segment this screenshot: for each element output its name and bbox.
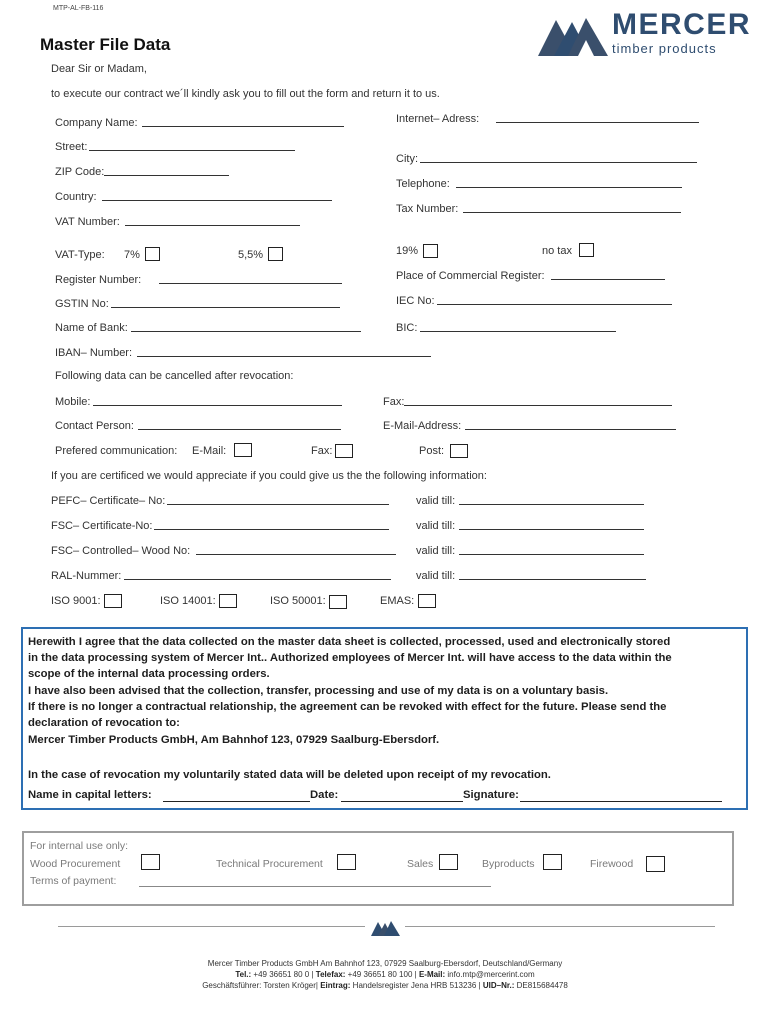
footer-email-label: E-Mail: <box>418 970 446 979</box>
sales-checkbox[interactable] <box>439 854 458 870</box>
technical-procurement-label: Technical Procurement <box>216 858 323 870</box>
fsc-cw-valid-field[interactable] <box>459 554 644 555</box>
ral-valid-label: valid till: <box>416 570 456 582</box>
byproducts-checkbox[interactable] <box>543 854 562 870</box>
sales-label: Sales <box>407 858 434 870</box>
vat-55-label: 5,5% <box>238 249 264 261</box>
date-label: Date: <box>310 789 339 801</box>
consent-line-6: declaration of revocation to: <box>28 717 180 729</box>
mobile-field[interactable] <box>93 405 342 406</box>
bic-label: BIC: <box>396 322 418 334</box>
footer-fax: +49 36651 80 100 <box>347 970 413 979</box>
firewood-checkbox[interactable] <box>646 856 665 872</box>
pref-fax-checkbox[interactable] <box>335 444 353 458</box>
consent-line-8: In the case of revocation my voluntarily stated data will be deleted upon receipt of my revocation. <box>28 769 551 781</box>
pref-post-checkbox[interactable] <box>450 444 468 458</box>
footer-tel: +49 36651 80 0 <box>253 970 310 979</box>
footer-legal: Geschäftsführer: Torsten Kröger| Eintrag: Handelsregister Jena HRB 513236 | UID–Nr.: DE815684478 <box>202 981 568 990</box>
country-field[interactable] <box>102 200 332 201</box>
street-label: Street: <box>55 141 88 153</box>
email-address-field[interactable] <box>465 429 676 430</box>
vat-55-checkbox[interactable] <box>268 247 283 261</box>
pefc-valid-field[interactable] <box>459 504 644 505</box>
certificates-intro: If you are certificed we would appreciate if you could give us the the following information: <box>51 470 487 482</box>
date-field[interactable] <box>341 801 463 802</box>
vat-number-field[interactable] <box>125 225 300 226</box>
register-number-label: Register Number: <box>55 274 142 286</box>
footer-entry-label: Eintrag: <box>320 981 351 990</box>
footer-uid: DE815684478 <box>516 981 568 990</box>
mercer-footer-icon <box>371 919 401 937</box>
signature-label: Signature: <box>463 789 519 801</box>
pref-email-checkbox[interactable] <box>234 443 252 457</box>
logo-wordmark: MERCER <box>612 8 752 41</box>
form-reference: MTP-AL-FB-116 <box>53 5 104 12</box>
telephone-field[interactable] <box>456 187 682 188</box>
city-field[interactable] <box>420 162 697 163</box>
greeting: Dear Sir or Madam, <box>51 63 147 75</box>
place-register-field[interactable] <box>551 279 665 280</box>
iso9001-checkbox[interactable] <box>104 594 122 608</box>
fsc-controlled-wood-label: FSC– Controlled– Wood No: <box>51 545 191 557</box>
fsc-cw-valid-label: valid till: <box>416 545 456 557</box>
internal-use-box <box>22 831 734 906</box>
city-label: City: <box>396 153 418 165</box>
terms-of-payment-label: Terms of payment: <box>30 875 117 887</box>
footer-entry: Handelsregister Jena HRB 513236 <box>352 981 477 990</box>
footer-ceo: Geschäftsführer: Torsten Kröger <box>202 981 316 990</box>
footer-tel-label: Tel.: <box>235 970 252 979</box>
bank-name-field[interactable] <box>131 331 361 332</box>
vat-none-checkbox[interactable] <box>579 243 594 257</box>
consent-box <box>21 627 748 810</box>
vat-7-checkbox[interactable] <box>145 247 160 261</box>
preferred-communication-label: Prefered communication: <box>55 445 178 457</box>
vat-19-checkbox[interactable] <box>423 244 438 258</box>
iban-field[interactable] <box>137 356 431 357</box>
consent-line-7: Mercer Timber Products GmbH, Am Bahnhof 123, 07929 Saalburg-Ebersdorf. <box>28 734 440 746</box>
iban-label: IBAN– Number: <box>55 347 133 359</box>
intro-request: to execute our contract we´ll kindly ask you to fill out the form and return it to us. <box>51 88 440 100</box>
contact-person-field[interactable] <box>138 429 341 430</box>
gstin-label: GSTIN No: <box>55 298 109 310</box>
fsc-valid-label: valid till: <box>416 520 456 532</box>
pefc-field[interactable] <box>167 504 389 505</box>
pref-email-label: E-Mail: <box>192 445 227 457</box>
mercer-mountain-icon <box>538 12 610 58</box>
footer-divider-right <box>405 926 715 927</box>
tax-number-field[interactable] <box>463 212 681 213</box>
internet-address-field[interactable] <box>496 122 699 123</box>
footer-divider-left <box>58 926 365 927</box>
fax-field[interactable] <box>404 405 672 406</box>
mercer-logo <box>538 8 752 58</box>
revocable-note: Following data can be cancelled after revocation: <box>55 370 294 382</box>
telephone-label: Telephone: <box>396 178 450 190</box>
logo-tagline: timber products <box>612 41 717 56</box>
contact-person-label: Contact Person: <box>55 420 134 432</box>
fsc-valid-field[interactable] <box>459 529 644 530</box>
technical-procurement-checkbox[interactable] <box>337 854 356 870</box>
wood-procurement-checkbox[interactable] <box>141 854 160 870</box>
vat-7-label: 7% <box>124 249 140 261</box>
name-capitals-label: Name in capital letters: <box>28 789 152 801</box>
consent-line-4: I have also been advised that the collection, transfer, processing and use of my data is on a voluntary basis. <box>28 685 609 697</box>
iso14001-label: ISO 14001: <box>160 595 216 607</box>
iec-field[interactable] <box>437 304 672 305</box>
consent-line-2: in the data processing system of Mercer Int.. Authorized employees of Mercer Int. will have access to the data within the <box>28 652 672 664</box>
vat-19-label: 19% <box>396 245 419 257</box>
byproducts-label: Byproducts <box>482 858 535 870</box>
ral-valid-field[interactable] <box>459 579 646 580</box>
emas-label: EMAS: <box>380 595 415 607</box>
wood-procurement-label: Wood Procurement <box>30 858 121 870</box>
ral-label: RAL-Nummer: <box>51 570 122 582</box>
vat-type-label: VAT-Type: <box>55 249 105 261</box>
pefc-valid-label: valid till: <box>416 495 456 507</box>
name-capitals-field[interactable] <box>163 801 310 802</box>
fsc-controlled-wood-field[interactable] <box>196 554 396 555</box>
terms-of-payment-field[interactable] <box>139 886 491 887</box>
bank-name-label: Name of Bank: <box>55 322 128 334</box>
emas-checkbox[interactable] <box>418 594 436 608</box>
fax-label: Fax: <box>383 396 405 408</box>
place-register-label: Place of Commercial Register: <box>396 270 545 282</box>
footer-contact: Tel.: +49 36651 80 0 | Telefax: +49 36651 80 100 | E-Mail: info.mtp@mercerint.com <box>235 970 535 979</box>
email-address-label: E-Mail-Address: <box>383 420 462 432</box>
footer-address: Mercer Timber Products GmbH Am Bahnhof 123, 07929 Saalburg-Ebersdorf, Deutschland/Germany <box>207 959 563 968</box>
signature-field[interactable] <box>520 801 722 802</box>
internal-heading: For internal use only: <box>30 840 129 852</box>
consent-line-1: Herewith I agree that the data collected on the master data sheet is collected, processed, used and electronically stored <box>28 636 671 648</box>
page-title: Master File Data <box>40 35 171 54</box>
fsc-field[interactable] <box>154 529 389 530</box>
company-name-field[interactable] <box>142 126 344 127</box>
company-name-label: Company Name: <box>55 117 138 129</box>
register-number-field[interactable] <box>159 283 342 284</box>
iso50001-checkbox[interactable] <box>329 595 347 609</box>
iso14001-checkbox[interactable] <box>219 594 237 608</box>
firewood-label: Firewood <box>590 858 634 870</box>
vat-none-label: no tax <box>542 245 572 257</box>
footer-fax-label: Telefax: <box>315 970 346 979</box>
footer-uid-label: UID–Nr.: <box>482 981 515 990</box>
consent-line-3: scope of the internal data processing orders. <box>28 668 270 680</box>
zip-field[interactable] <box>104 175 229 176</box>
iso50001-label: ISO 50001: <box>270 595 326 607</box>
internet-address-label: Internet– Adress: <box>396 113 480 125</box>
zip-label: ZIP Code: <box>55 166 105 178</box>
gstin-field[interactable] <box>111 307 340 308</box>
fsc-label: FSC– Certificate-No: <box>51 520 153 532</box>
vat-number-label: VAT Number: <box>55 216 120 228</box>
pref-post-label: Post: <box>419 445 445 457</box>
tax-number-label: Tax Number: <box>396 203 459 215</box>
footer-email[interactable]: info.mtp@mercerint.com <box>447 970 535 979</box>
ral-field[interactable] <box>124 579 391 580</box>
consent-line-5: If there is no longer a contractual relationship, the agreement can be revoked with effect for the future. Please send the <box>28 701 667 713</box>
pref-fax-label: Fax: <box>311 445 333 457</box>
street-field[interactable] <box>89 150 295 151</box>
country-label: Country: <box>55 191 97 203</box>
bic-field[interactable] <box>420 331 616 332</box>
mobile-label: Mobile: <box>55 396 91 408</box>
pefc-label: PEFC– Certificate– No: <box>51 495 166 507</box>
iso9001-label: ISO 9001: <box>51 595 101 607</box>
iec-label: IEC No: <box>396 295 435 307</box>
